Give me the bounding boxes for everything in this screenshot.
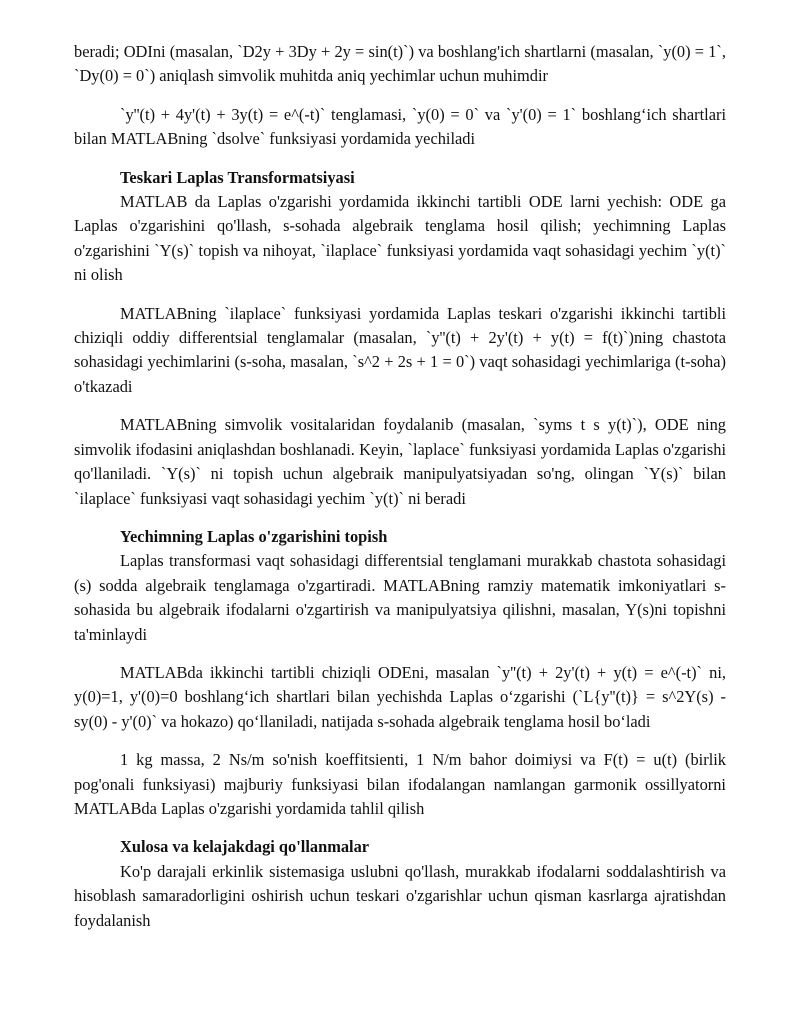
paragraph-dsolve-intro: beradi; ODIni (masalan, `D2y + 3Dy + 2y = sin(t)`) va boshlang'ich shartlarni (masalan, `y(0) = 1`, `Dy(0) = 0`) aniqlash simvolik muhitda aniq yechimlar uchun muhimdir (74, 42, 726, 86)
section-heading-inverse-laplace: Teskari Laplas Transformatsiyasi (120, 167, 355, 187)
paragraph-damped-oscillator: 1 kg massa, 2 Ns/m so'nish koeffitsienti, 1 N/m bahor doimiysi va F(t) = u(t) (birlik pog'onali funksiyasi) majburiy funksiyasi bilan ifodalangan namlangan garmonik ossillyatorni MATLABda Laplas o'zgarishi yordamida tahlil qilish (74, 750, 726, 818)
paragraph-laplace-steps: MATLAB da Laplas o'zgarishi yordamida ikkinchi tartibli ODE larni yechish: ODE ga Laplas o'zgarishini qo'llash, s-sohada algebraik tenglama hosil qilish; yechimning Laplas o'zgarishini `Y(s)` topish va nihoyat, `ilaplace` funksiyasi yordamida vaqt sohasidagi yechim `y(t)` ni olish (74, 192, 726, 285)
paragraph-ilaplace-function: MATLABning `ilaplace` funksiyasi yordamida Laplas teskari o'zgarishi ikkinchi tartibli chiziqli oddiy differentsial tenglamalar (masalan, `y''(t) + 2y'(t) + y(t) = f(t)`)ning chastota sohasidagi yechimlarini (s-soha, masalan, `s^2 + 2s + 1 = 0`) vaqt sohasidagi yechimlariga (t-soha) o'tkazadi (74, 303, 726, 396)
paragraph-laplace-transform: Laplas transformasi vaqt sohasidagi differentsial tenglamani murakkab chastota sohasidagi (s) sodda algebraik tenglamaga o'zgartiradi. MATLABning ramziy matematik imkoniyatlari s-sohasida bu algebraik ifodalarni o'zgartirish va manipulyatsiya qilishni, masalan, Y(s)ni topishni ta'minlaydi (74, 551, 726, 644)
paragraph-symbolic-tools: MATLABning simvolik vositalaridan foydalanib (masalan, `syms t s y(t)`), ODE ning simvolik ifodasini aniqlashdan boshlanadi. Keyin, `laplace` funksiyasi yordamida Laplas o'zgarishi qo'llaniladi. `Y(s)` ni topish uchun algebraik manipulyatsiyadan so'ng, olingan `Y(s)` bilan `ilaplace` funksiyasi vaqt sohasidagi yechim `y(t)` ni beradi (74, 415, 726, 508)
document-page (74, 40, 726, 933)
paragraph-second-order-ode: MATLABda ikkinchi tartibli chiziqli ODEni, masalan `y''(t) + 2y'(t) + y(t) = e^(-t)` ni, y(0)=1, y'(0)=0 boshlang‘ich shartlari bilan yechishda Laplas o‘zgarishi (`L{y''(t)} = s^2Y(s) - sy(0) - y'(0)` va hokazo) qo‘llaniladi, natijada s-sohada algebraik tenglama hosil bo‘ladi (74, 662, 726, 731)
section-heading-conclusion: Xulosa va kelajakdagi qo'llanmalar (120, 837, 370, 857)
paragraph-dsolve-example: `y''(t) + 4y'(t) + 3y(t) = e^(-t)` tenglamasi, `y(0) = 0` va `y'(0) = 1` boshlang‘ich shartlari bilan MATLABning `dsolve` funksiyasi yordamida yechiladi (74, 104, 726, 149)
paragraph-conclusion: Ko'p darajali erkinlik sistemasiga uslubni qo'llash, murakkab ifodalarni soddalashtirish va hisoblash samaradorligini oshirish uchun teskari o'zgarishlar uchun qisman kasrlarga ajratishdan foydalanish (74, 861, 726, 930)
section-heading-finding-laplace: Yechimning Laplas o'zgarishini topish (120, 526, 388, 546)
